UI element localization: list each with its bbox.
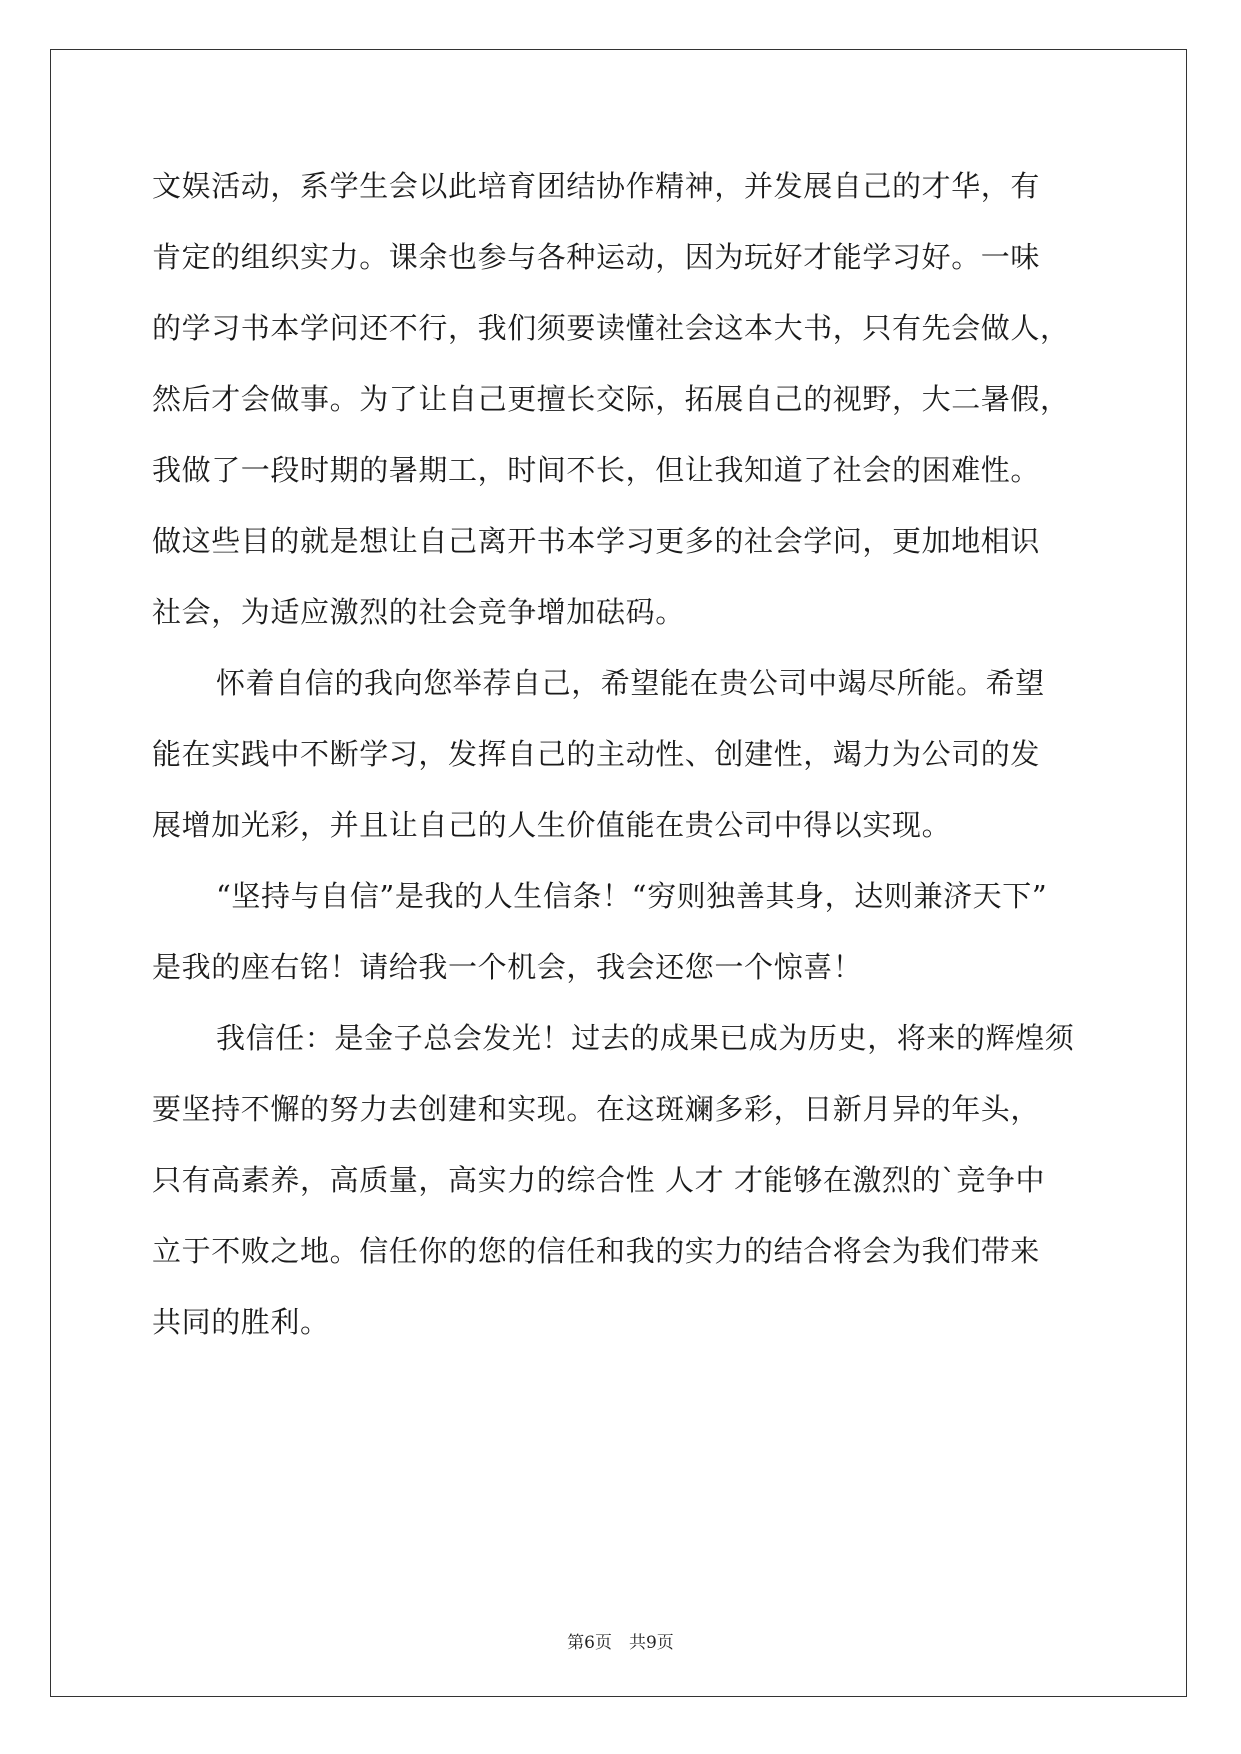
text-line: 展增加光彩，并且让自己的人生价值能在贵公司中得以实现。 <box>152 808 952 842</box>
text-line: 只有高素养，高质量，高实力的综合性 人才 才能够在激烈的`竞争中 <box>152 1163 1046 1197</box>
text-line: 社会，为适应激烈的社会竞争增加砝码。 <box>152 595 685 629</box>
page-number-footer: 第6页 共9页 <box>567 1633 674 1653</box>
text-line: 立于不败之地。信任你的您的信任和我的实力的结合将会为我们带来 <box>152 1234 1041 1268</box>
text-line: 怀着自信的我向您举荐自己，希望能在贵公司中竭尽所能。希望 <box>216 666 1045 700</box>
text-line: 共同的胜利。 <box>152 1305 330 1339</box>
text-line: 的学习书本学问还不行，我们须要读懂社会这本大书，只有先会做人， <box>152 311 1070 345</box>
text-line: 要坚持不懈的努力去创建和实现。在这斑斓多彩，日新月异的年头， <box>152 1092 1041 1126</box>
text-line: 我信任：是金子总会发光！过去的成果已成为历史，将来的辉煌须 <box>216 1021 1075 1055</box>
text-line: 做这些目的就是想让自己离开书本学习更多的社会学问，更加地相识 <box>152 524 1041 558</box>
text-line: “坚持与自信”是我的人生信条！“穷则独善其身，达则兼济天下” <box>216 879 1048 913</box>
text-line: 然后才会做事。为了让自己更擅长交际，拓展自己的视野，大二暑假， <box>152 382 1070 416</box>
document-body <box>152 162 1102 1369</box>
text-line: 我做了一段时期的暑期工，时间不长，但让我知道了社会的困难性。 <box>152 453 1041 487</box>
text-line: 是我的座右铭！请给我一个机会，我会还您一个惊喜！ <box>152 950 863 984</box>
text-line: 能在实践中不断学习，发挥自己的主动性、创建性，竭力为公司的发 <box>152 737 1041 771</box>
text-line: 文娱活动，系学生会以此培育团结协作精神，并发展自己的才华，有 <box>152 169 1041 203</box>
text-line: 肯定的组织实力。课余也参与各种运动，因为玩好才能学习好。一味 <box>152 240 1041 274</box>
